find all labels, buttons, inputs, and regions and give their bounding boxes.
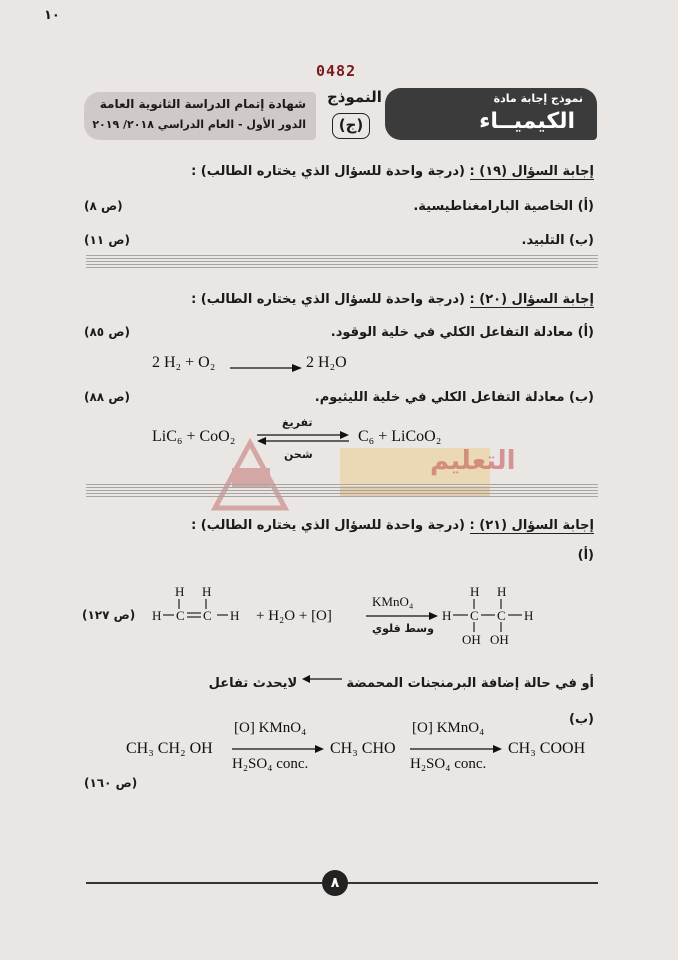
medium-label: وسط قلوي [372,622,434,635]
ethene-structure [150,582,250,634]
svg-text:H: H [442,608,452,623]
svg-text:C: C [203,608,212,623]
fuel-cell-lhs: 2 H₂ + O₂ [152,354,216,371]
svg-text:C: C [470,608,479,623]
reagent-label: KMnO₄ [372,594,414,609]
q21-note: (درجة واحدة للسؤال الذي يختاره الطالب) : [191,518,465,533]
discharge-label: تفريغ [282,416,313,429]
q21-answer-b: (ب) [569,712,594,727]
no-reaction-label: لايحدث تفاعل [208,676,298,691]
q20-note: (درجة واحدة للسؤال الذي يختاره الطالب) : [191,292,465,307]
svg-text:C: C [176,608,185,623]
fuel-cell-rhs: 2 H₂O [306,354,347,371]
svg-text:H: H [470,584,480,599]
q21-page-b: (ص ١٦٠) [84,776,138,790]
reaction-arrow [230,744,326,754]
ethanol: CH₃ CH₂ OH [126,740,213,757]
q19-title [191,164,594,179]
lithium-lhs: LiC₆ + CoO₂ [152,428,236,445]
or-note [209,676,594,691]
watermark-text: التعليم [430,446,516,476]
svg-text:H: H [175,584,185,599]
reaction-arrow [228,362,304,374]
session-label: الدور الأول - العام الدراسي ٢٠١٨/ ٢٠١٩ [92,118,306,131]
acetic-acid: CH₃ COOH [508,740,586,757]
subject-title: الكيميــاء [479,109,575,134]
certificate-title: شهادة إتمام الدراسة الثانوية العامة [99,97,306,111]
q20-page-b: (ص ٨٨) [84,390,130,404]
svg-text:H: H [230,608,240,623]
svg-text:OH: OH [490,632,509,647]
condition-top-1: [O] KMnO₄ [234,720,307,736]
condition-top-2: [O] KMnO₄ [412,720,485,736]
q21-answer-a: (أ) [577,548,594,563]
svg-text:C: C [497,608,506,623]
lithium-rhs: C₆ + LiCoO₂ [358,428,442,445]
section-divider [86,255,598,268]
page-number: ٨ [322,870,348,896]
q20-number: إجابة السؤال (٢٠) : [469,292,594,307]
q19-page-a: (ص ٨) [84,199,123,213]
condition-bottom-1: H₂SO₄ conc. [232,756,309,772]
svg-text:H: H [524,608,534,623]
answer-model-label: نموذج إجابة مادة [493,92,583,105]
certificate-banner [84,92,316,140]
svg-text:H: H [497,584,507,599]
q19-number: إجابة السؤال (١٩) : [469,164,594,179]
corner-mark: ١٠ [44,8,60,23]
condition-bottom-2: H₂SO₄ conc. [410,756,487,772]
permanganate-note: أو في حالة إضافة البرمنجنات المحمضة [346,676,594,691]
model-label: النموذج [327,88,382,106]
q19-page-b: (ص ١١) [84,233,130,247]
subject-banner [385,88,597,140]
reactants-water-oxygen: + H₂O + [O] [256,608,332,624]
ethanal: CH₃ CHO [330,740,396,757]
q19-answer-a: (أ) الخاصية البارامغناطيسية. [413,199,594,214]
left-arrow-icon [302,672,342,687]
reaction-arrow [364,611,440,621]
q19-answer-b: (ب) التلبيد. [521,233,594,248]
svg-text:H: H [202,584,212,599]
q20-page-a: (ص ٨٥) [84,325,130,339]
reaction-arrow [408,744,504,754]
q21-page-a: (ص ١٢٧) [82,608,136,622]
glycol-structure [440,582,540,648]
section-divider [86,484,598,497]
q21-title [191,518,594,533]
svg-text:H: H [152,608,162,623]
q20-title [191,292,594,307]
exam-code: 0482 [316,62,357,80]
q20-answer-b: (ب) معادلة التفاعل الكلي في خلية الليثيوم. [314,390,594,405]
q19-note: (درجة واحدة للسؤال الذي يختاره الطالب) : [191,164,465,179]
svg-text:OH: OH [462,632,481,647]
q21-number: إجابة السؤال (٢١) : [469,518,594,533]
charge-label: شحن [284,448,313,461]
model-value: (ج) [332,113,370,139]
q20-answer-a: (أ) معادلة التفاعل الكلي في خلية الوقود. [330,325,594,340]
